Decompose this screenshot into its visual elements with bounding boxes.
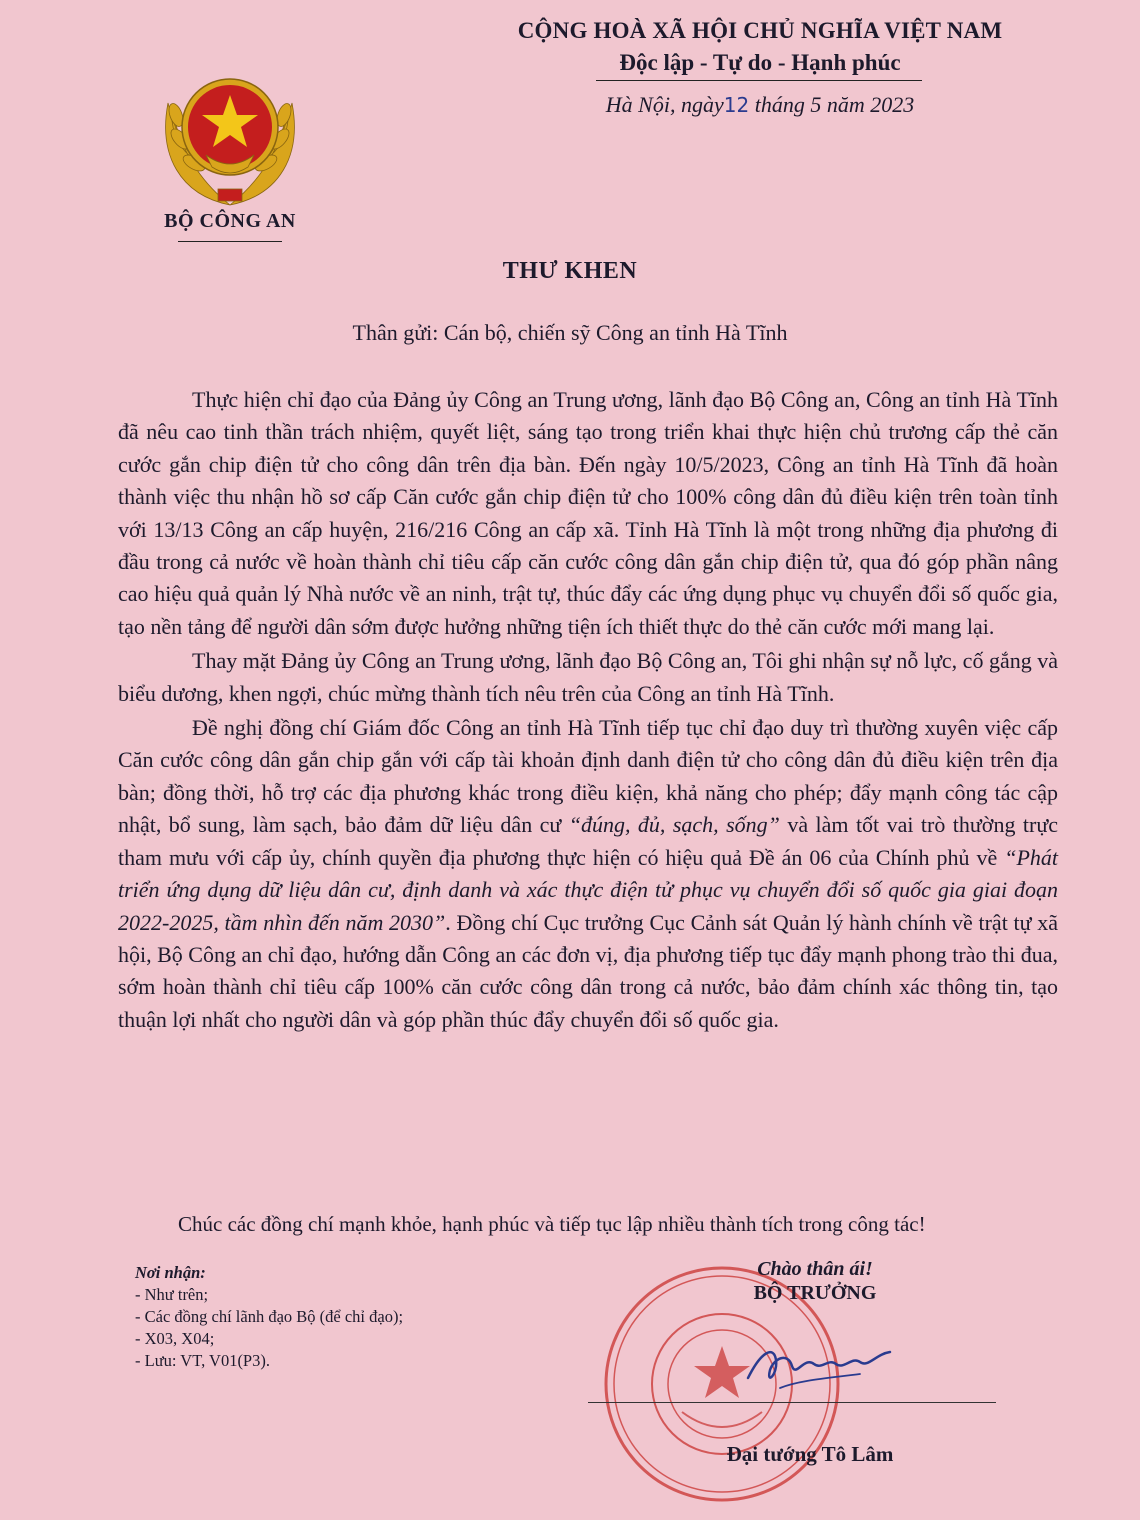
recipients-heading: Nơi nhận: — [135, 1263, 206, 1282]
paragraph-3-project-title: “Phát triển ứng dụng dữ liệu dân cư, định danh và xác thực điện tử phục vụ chuyển đổi số quốc gia giai đoạn 2022-2025, tầm nhìn đến năm 2030” — [118, 844, 1058, 935]
paragraph-3-part-a: Đề nghị đồng chí Giám đốc Công an tỉnh Hà Tĩnh tiếp tục chỉ đạo duy trì thường xuyên việc cấp Căn cước công dân gắn chip gắn với cấp tài khoản định danh điện tử cho công dân đủ điều kiện trên địa bàn; đồng thời, hỗ trợ các địa phương khác trong điều kiện, khả năng cho phép; đẩy mạnh công tác cập nhật, bổ sung, làm sạch, bảo đảm dữ liệu dân cư — [118, 715, 1058, 838]
paragraph-3-part-c: và làm tốt vai trò thường trực tham mưu với cấp ủy, chính quyền địa phương thực hiện có hiệu quả Đề án 06 của Chính phủ về — [118, 812, 1059, 870]
date-suffix: tháng 5 năm 2023 — [749, 92, 915, 117]
recipient-item: - Lưu: VT, V01(P3). — [135, 1351, 270, 1370]
body-paragraph-3 — [118, 712, 1058, 1036]
recipients-block — [135, 1262, 555, 1372]
recipient-item: - Như trên; — [135, 1285, 209, 1304]
body-paragraph-1: Thực hiện chỉ đạo của Đảng ủy Công an Trung ương, lãnh đạo Bộ Công an, Công an tỉnh Hà Tĩnh đã nêu cao tinh thần trách nhiệm, quyết liệt, sáng tạo trong triển khai thực hiện chủ trương cấp thẻ căn cước gắn chip điện tử cho công dân trên địa bàn. Đến ngày 10/5/2023, Công an tỉnh Hà Tĩnh đã hoàn thành việc thu nhận hồ sơ cấp Căn cước gắn chip điện tử cho 100% công dân đủ điều kiện trên toàn tỉnh với 13/13 Công an cấp huyện, 216/216 Công an cấp xã. Tỉnh Hà Tĩnh là một trong những địa phương đi đầu trong cả nước về hoàn thành chỉ tiêu cấp căn cước công dân gắn chip điện tử, qua đó góp phần nâng cao hiệu quả quản lý Nhà nước về an ninh, trật tự, thúc đẩy các ứng dụng phục vụ chuyển đổi số quốc gia, tạo nền tảng để người dân sớm được hưởng những tiện ích thiết thực do thẻ căn cước mới mang lại. — [118, 387, 1058, 639]
organization-underline — [178, 241, 282, 242]
closing-greeting: Chào thân ái! — [757, 1258, 873, 1280]
paragraph-3-part-e: . Đồng chí Cục trưởng Cục Cảnh sát Quản lý hành chính về trật tự xã hội, Bộ Công an chỉ đạo, hướng dẫn Công an các đơn vị, địa phương tiếp tục đẩy mạnh phong trào thi đua, sớm hoàn thành chỉ tiêu cấp 100% căn cước công dân trong cả nước, bảo đảm chính xác thông tin, tạo thuận lợi nhất cho người dân và góp phần thúc đẩy chuyển đổi số quốc gia. — [118, 909, 1058, 1032]
handwritten-signature-icon — [740, 1330, 900, 1400]
recipient-item: - X03, X04; — [135, 1329, 215, 1348]
signer-name: Đại tướng Tô Lâm — [726, 1442, 894, 1466]
motto-underline — [596, 80, 922, 81]
salutation: Thân gửi: Cán bộ, chiến sỹ Công an tỉnh Hà Tĩnh — [352, 320, 788, 345]
police-emblem-icon — [150, 55, 310, 215]
letter-body — [118, 384, 1058, 1038]
signatory-position: BỘ TRƯỞNG — [753, 1282, 877, 1304]
date-line — [490, 92, 1030, 118]
closing-wish: Chúc các đồng chí mạnh khỏe, hạnh phúc và tiếp tục lập nhiều thành tích trong công tác! — [178, 1212, 926, 1236]
organization-name: BỘ CÔNG AN — [164, 210, 296, 232]
date-day: 12 — [723, 93, 750, 117]
signature-line — [588, 1402, 996, 1403]
national-title: CỘNG HOÀ XÃ HỘI CHỦ NGHĨA VIỆT NAM — [517, 18, 1003, 43]
body-paragraph-2: Thay mặt Đảng ủy Công an Trung ương, lãnh đạo Bộ Công an, Tôi ghi nhận sự nỗ lực, cố gắng và biểu dương, khen ngợi, chúc mừng thành tích nêu trên của Công an tỉnh Hà Tĩnh. — [118, 648, 1058, 706]
document-title: THƯ KHEN — [502, 258, 638, 284]
date-prefix: Hà Nội, ngày — [605, 92, 724, 117]
national-motto: Độc lập - Tự do - Hạnh phúc — [619, 50, 901, 75]
paragraph-3-quote-data: “đúng, đủ, sạch, sống” — [568, 812, 780, 838]
recipient-item: - Các đồng chí lãnh đạo Bộ (để chỉ đạo); — [135, 1307, 404, 1326]
